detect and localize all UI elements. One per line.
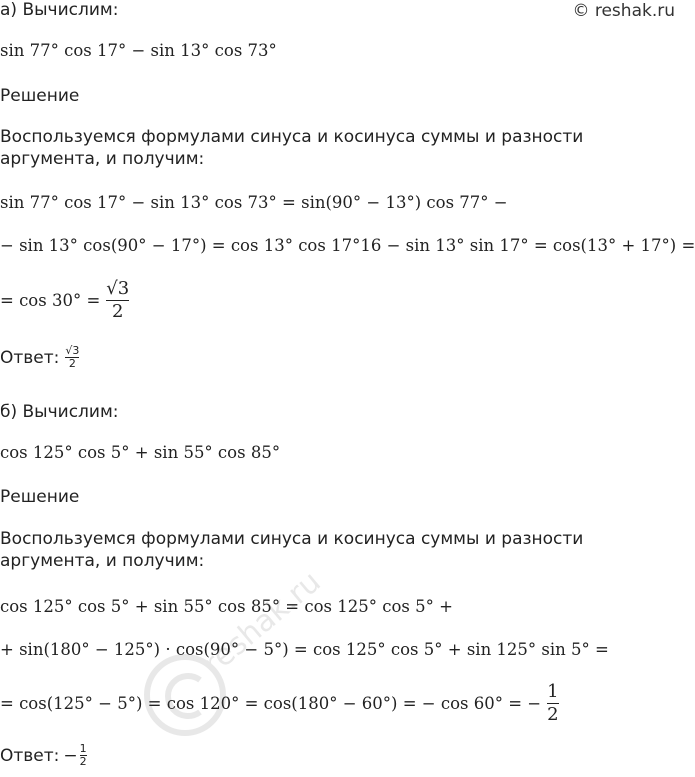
part-b-answer-fraction	[80, 743, 87, 768]
part-a-step-1: sin 77° cos 17° − sin 13° cos 73° = sin(90° − 13°) cos 77° −	[0, 193, 508, 212]
part-a-answer-label: Ответ:	[0, 347, 60, 368]
part-a-solution-label: Решение	[0, 86, 80, 106]
part-b-step-3-denominator: 2	[547, 704, 559, 725]
part-b-step-3-numerator: 1	[547, 681, 559, 702]
part-b-answer-label: Ответ:	[0, 745, 60, 766]
part-b-step-2: + sin(180° − 125°) · cos(90° − 5°) = cos 125° cos 5° + sin 125° sin 5° =	[0, 640, 609, 659]
part-a-step-3-numerator: √3	[106, 278, 130, 299]
part-b-step-3	[0, 681, 561, 726]
part-b-expression: cos 125° cos 5° + sin 55° cos 85°	[0, 443, 281, 462]
part-a-step-3-prefix: = cos 30° =	[0, 290, 101, 310]
part-a-answer	[0, 345, 81, 370]
part-a-step-2: − sin 13° cos(90° − 17°) = cos 13° cos 17°16 − sin 13° sin 17° = cos(13° + 17°) =	[0, 236, 695, 255]
stamp-text: reshak.ru	[196, 564, 328, 683]
part-b-step-1: cos 125° cos 5° + sin 55° cos 85° = cos 125° cos 5° +	[0, 597, 453, 616]
part-a-answer-denominator: 2	[68, 357, 76, 370]
part-b-answer-denominator: 2	[79, 755, 87, 768]
part-b-answer-numerator: 1	[79, 742, 87, 755]
part-b-solution-label: Решение	[0, 487, 80, 507]
part-a-answer-fraction	[65, 345, 79, 370]
part-b-answer-sign: −	[63, 745, 78, 766]
part-b-explanation: Воспользуемся формулами синуса и косинуса суммы и разности аргумента, и получим:	[0, 529, 584, 571]
part-a-heading: а) Вычислим:	[0, 0, 119, 20]
part-a-step-3-fraction	[106, 278, 129, 323]
part-a-expression: sin 77° cos 17° − sin 13° cos 73°	[0, 41, 277, 60]
part-b-step-3-fraction	[547, 681, 558, 726]
part-b-step-3-prefix: = cos(125° − 5°) = cos 120° = cos(180° − 60°) = − cos 60° = −	[0, 693, 542, 713]
site-watermark: © reshak.ru	[572, 1, 675, 21]
part-b-answer	[0, 743, 89, 768]
part-a-step-3-denominator: 2	[112, 301, 124, 322]
part-b-heading: б) Вычислим:	[0, 402, 119, 422]
part-a-explanation: Воспользуемся формулами синуса и косинуса суммы и разности аргумента, и получим:	[0, 127, 584, 169]
part-a-step-3	[0, 278, 131, 323]
part-a-answer-numerator: √3	[65, 344, 80, 357]
